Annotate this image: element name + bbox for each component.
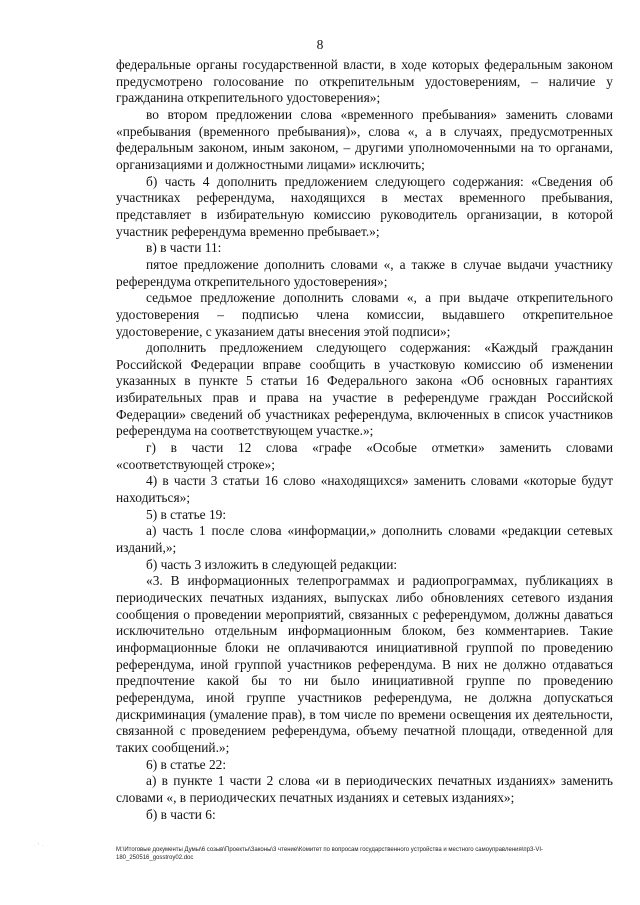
paragraph: г) в части 12 слова «графе «Особые отметки» заменить словами «соответствующей строке»; bbox=[116, 440, 613, 472]
paragraph: б) часть 3 изложить в следующей редакции: bbox=[146, 556, 398, 572]
paragraph: седьмое предложение дополнить словами «, а при выдаче открепительного удостоверения – подписью члена комиссии, выдавшего открепительное удостоверение, с указанием даты внесения этой подписи»; bbox=[116, 290, 613, 339]
document-body bbox=[116, 57, 613, 823]
paragraph: «3. В информационных телепрограммах и радиопрограммах, публикациях в периодических печатных изданиях, выпусках либо обновлениях сетевого издания сообщения о проведении мероприятий, связанных с референдумом, должны даваться исключительно отдельным информационным блоком, без комментариев. Такие информационные блоки не оплачиваются инициативной группой по проведению референдума, иной группой участников референдума. В них не должно отдаваться предпочтение какой бы то ни было инициативной группе по проведению референдума, иной группе участников референдума, не должна допускаться дискриминация (умаление прав), в том числе по времени освещения их деятельности, связанной с проведением референдума, объему печатной площади, отведенной для таких сообщений.»; bbox=[116, 573, 613, 755]
page-number: 8 bbox=[316, 37, 324, 52]
paragraph: а) часть 1 после слова «информации,» дополнить словами «редакции сетевых изданий,»; bbox=[116, 523, 613, 556]
paragraph: во втором предложении слова «временного пребывания» заменить словами «пребывания (временного пребывания)», слова «, а в случаях, предусмотренных федеральным законом, иным законом, – другими уполномоченными на то органами, организациями и должностными лицами» исключить; bbox=[116, 106, 613, 172]
paragraph: б) в части 6: bbox=[146, 806, 216, 822]
paragraph: 4) в части 3 статьи 16 слово «находящихся» заменить словами «которые будут находиться»; bbox=[116, 473, 613, 506]
paragraph: 5) в статье 19: bbox=[146, 506, 227, 522]
paragraph: 6) в статье 22: bbox=[146, 756, 227, 772]
paragraph: пятое предложение дополнить словами «, а также в случае выдачи участнику референдума открепительного удостоверения»; bbox=[116, 256, 613, 289]
footer-line: M:\Итоговые документы Думы\6 созыв\Проекты\Законы\3 чтение\Комитет по вопросам государственного устройства и местного самоуправления\пр3-VI- bbox=[116, 847, 543, 853]
footer-line: 180_250516_gosstroy02.doc bbox=[116, 855, 194, 861]
file-path-footer bbox=[116, 846, 616, 862]
paragraph: в) в части 11: bbox=[146, 240, 222, 256]
scan-mark: · ' · bbox=[34, 843, 45, 849]
paragraph: а) в пункте 1 части 2 слова «и в периодических печатных изданиях» заменить словами «, в периодических печатных изданиях и сетевых изданиях»; bbox=[116, 773, 613, 805]
paragraph: федеральные органы государственной власти, в ходе которых федеральным законом предусмотрено голосование по открепительным удостоверениям, – наличие у гражданина открепительного удостоверения»; bbox=[116, 57, 613, 106]
paragraph: б) часть 4 дополнить предложением следующего содержания: «Сведения об участниках референдума, находящихся в местах временного пребывания, представляет в избирательную комиссию руководитель организации, в которой участник референдума временно пребывает.»; bbox=[116, 173, 613, 239]
paragraph: дополнить предложением следующего содержания: «Каждый гражданин Российской Федерации вправе сообщить в участковую комиссию об изменении указанных в пункте 5 статьи 16 Федерального закона «Об основных гарантиях избирательных прав и права на участие в референдуме граждан Российской Федерации» сведений об участниках референдума, включенных в список участников референдума на соответствующем участке.»; bbox=[116, 340, 613, 439]
